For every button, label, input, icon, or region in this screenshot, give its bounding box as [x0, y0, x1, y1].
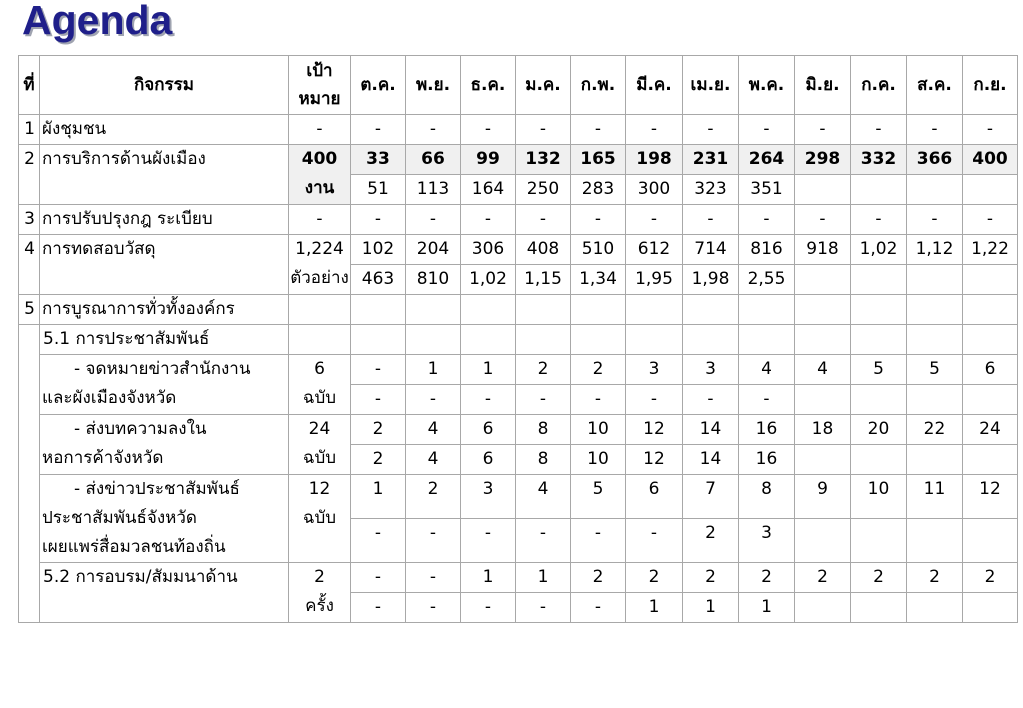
table-row [19, 295, 1018, 325]
header-month: ม.ค. [516, 56, 571, 115]
plan-cell: 12 [626, 415, 683, 445]
plan-cell: 1,12 [907, 235, 963, 265]
table-row [19, 115, 1018, 145]
actual-cell: 283 [571, 175, 626, 205]
plan-cell: 6 [963, 355, 1018, 385]
activity-label [40, 355, 289, 415]
actual-cell: - [571, 385, 626, 415]
plan-cell: 306 [461, 235, 516, 265]
plan-cell: 6 [461, 415, 516, 445]
actual-cell [963, 385, 1018, 415]
plan-cell [851, 295, 907, 325]
plan-cell: 231 [683, 145, 739, 175]
plan-cell: 20 [851, 415, 907, 445]
plan-cell: 2 [626, 563, 683, 593]
actual-cell [963, 445, 1018, 475]
actual-cell [963, 175, 1018, 205]
plan-cell: 165 [571, 145, 626, 175]
plan-cell: 10 [571, 415, 626, 445]
plan-cell: - [351, 355, 406, 385]
actual-cell [795, 265, 851, 295]
actual-cell [963, 593, 1018, 623]
plan-cell: 1 [461, 355, 516, 385]
actual-cell [795, 385, 851, 415]
plan-cell: 3 [683, 355, 739, 385]
target-cell [289, 115, 351, 145]
plan-cell [351, 325, 406, 355]
actual-cell: 51 [351, 175, 406, 205]
activity-line: - ส่งบทความลงใน [74, 419, 207, 439]
actual-cell [851, 265, 907, 295]
actual-cell [907, 593, 963, 623]
plan-cell [516, 295, 571, 325]
plan-cell: - [683, 205, 739, 235]
plan-cell [571, 325, 626, 355]
actual-cell: - [351, 519, 406, 563]
actual-cell: - [571, 593, 626, 623]
header-target: เป้าหมาย [289, 56, 351, 115]
header-no: ที่ [19, 56, 40, 115]
plan-cell: 816 [739, 235, 795, 265]
plan-cell: - [739, 205, 795, 235]
activity-line: เผยแพร่สื่อมวลชนท้องถิ่น [42, 537, 226, 557]
actual-cell: 1 [626, 593, 683, 623]
plan-cell: 1 [351, 475, 406, 519]
actual-cell: 8 [516, 445, 571, 475]
plan-cell: - [963, 205, 1018, 235]
actual-cell [963, 265, 1018, 295]
plan-cell: 132 [516, 145, 571, 175]
actual-cell: 10 [571, 445, 626, 475]
target-cell [289, 355, 351, 415]
header-month: เม.ย. [683, 56, 739, 115]
header-row [19, 56, 1018, 115]
plan-cell: - [851, 115, 907, 145]
target-value: 2 [314, 567, 325, 587]
actual-cell [851, 445, 907, 475]
plan-cell: 2 [351, 415, 406, 445]
activity-label: ผังชุมชน [40, 115, 289, 145]
plan-cell: - [351, 563, 406, 593]
header-month: ธ.ค. [461, 56, 516, 115]
actual-cell: 1 [683, 593, 739, 623]
plan-cell: 2 [851, 563, 907, 593]
plan-cell: 22 [907, 415, 963, 445]
plan-cell: - [406, 563, 461, 593]
plan-cell: 5 [851, 355, 907, 385]
target-value: 6 [314, 359, 325, 379]
actual-cell: 250 [516, 175, 571, 205]
plan-cell: 18 [795, 415, 851, 445]
plan-cell: - [963, 115, 1018, 145]
plan-cell [739, 295, 795, 325]
actual-cell: - [461, 519, 516, 563]
plan-cell: - [571, 205, 626, 235]
plan-cell: 2 [795, 563, 851, 593]
plan-cell [795, 325, 851, 355]
plan-cell [739, 325, 795, 355]
plan-cell [626, 295, 683, 325]
header-month: มิ.ย. [795, 56, 851, 115]
actual-cell: 1 [739, 593, 795, 623]
plan-cell: - [406, 115, 461, 145]
plan-cell [683, 325, 739, 355]
actual-cell: 351 [739, 175, 795, 205]
plan-cell [963, 295, 1018, 325]
plan-cell: 612 [626, 235, 683, 265]
activity-line: หอการค้าจังหวัด [42, 448, 164, 468]
header-month: มี.ค. [626, 56, 683, 115]
plan-cell: 14 [683, 415, 739, 445]
plan-cell: 7 [683, 475, 739, 519]
actual-cell: 1,02 [461, 265, 516, 295]
target-cell [289, 475, 351, 563]
plan-cell [683, 295, 739, 325]
plan-cell: 2 [516, 355, 571, 385]
row-number: 3 [19, 205, 40, 235]
actual-cell: 300 [626, 175, 683, 205]
plan-cell: 366 [907, 145, 963, 175]
plan-cell: 264 [739, 145, 795, 175]
actual-cell: - [461, 593, 516, 623]
actual-cell: 4 [406, 445, 461, 475]
plan-cell: 16 [739, 415, 795, 445]
actual-cell: - [516, 593, 571, 623]
plan-cell: 4 [406, 415, 461, 445]
plan-cell: 204 [406, 235, 461, 265]
header-month: ก.ย. [963, 56, 1018, 115]
plan-cell [626, 325, 683, 355]
actual-cell [851, 385, 907, 415]
plan-cell [351, 295, 406, 325]
plan-cell: 3 [626, 355, 683, 385]
actual-cell: - [351, 385, 406, 415]
plan-cell: 408 [516, 235, 571, 265]
actual-cell: - [571, 519, 626, 563]
actual-cell: 113 [406, 175, 461, 205]
actual-cell [907, 175, 963, 205]
actual-cell: 3 [739, 519, 795, 563]
target-unit: ครั้ง [305, 596, 334, 616]
plan-cell: 1,02 [851, 235, 907, 265]
plan-cell: 714 [683, 235, 739, 265]
target-value: 400 [301, 149, 338, 169]
plan-cell [795, 295, 851, 325]
plan-cell: 2 [571, 355, 626, 385]
plan-cell: 24 [963, 415, 1018, 445]
table-row [19, 563, 1018, 593]
plan-cell [907, 325, 963, 355]
plan-cell: 8 [739, 475, 795, 519]
actual-cell: 12 [626, 445, 683, 475]
plan-cell: 510 [571, 235, 626, 265]
plan-cell [516, 325, 571, 355]
plan-cell: 332 [851, 145, 907, 175]
plan-cell [406, 295, 461, 325]
actual-cell: 164 [461, 175, 516, 205]
plan-cell: 198 [626, 145, 683, 175]
plan-cell: 12 [963, 475, 1018, 519]
row-number: 1 [19, 115, 40, 145]
row-number: 5 [19, 295, 40, 325]
plan-cell: - [851, 205, 907, 235]
plan-cell: 6 [626, 475, 683, 519]
target-cell [289, 415, 351, 475]
actual-cell: 2 [351, 445, 406, 475]
actual-cell: - [739, 385, 795, 415]
activity-label: การบูรณาการทั่วทั้งองค์กร [40, 295, 289, 325]
actual-cell: 1,95 [626, 265, 683, 295]
row-number: 4 [19, 235, 40, 295]
activity-line: - จดหมายข่าวสำนักงาน [74, 359, 251, 379]
plan-cell: 66 [406, 145, 461, 175]
plan-cell: 99 [461, 145, 516, 175]
target-value: 1,224 [295, 239, 344, 259]
actual-cell: 463 [351, 265, 406, 295]
actual-cell: - [406, 519, 461, 563]
table-row [19, 235, 1018, 265]
target-unit: ฉบับ [302, 508, 337, 528]
activity-label: การทดสอบวัสดุ [40, 235, 289, 295]
plan-cell: - [626, 205, 683, 235]
target-unit: งาน [304, 178, 335, 198]
plan-cell: - [795, 205, 851, 235]
target-unit: ตัวอย่าง [290, 268, 349, 288]
plan-cell: 1 [516, 563, 571, 593]
header-month: ก.พ. [571, 56, 626, 115]
target-cell [289, 563, 351, 623]
header-activity: กิจกรรม [40, 56, 289, 115]
row-number-blank [19, 325, 40, 623]
plan-cell: 11 [907, 475, 963, 519]
plan-cell [406, 325, 461, 355]
plan-cell: 918 [795, 235, 851, 265]
actual-cell [851, 593, 907, 623]
plan-cell: - [795, 115, 851, 145]
actual-cell [907, 519, 963, 563]
actual-cell: - [351, 593, 406, 623]
plan-cell [907, 295, 963, 325]
plan-cell: 4 [739, 355, 795, 385]
plan-cell: 400 [963, 145, 1018, 175]
activity-label: 5.1 การประชาสัมพันธ์ [40, 325, 289, 355]
actual-cell [907, 445, 963, 475]
plan-cell: 33 [351, 145, 406, 175]
plan-cell: 3 [461, 475, 516, 519]
actual-cell: - [626, 385, 683, 415]
target-value: 24 [308, 419, 331, 439]
plan-cell: 1,22 [963, 235, 1018, 265]
table-row [19, 355, 1018, 385]
target-cell [289, 205, 351, 235]
actual-cell: 1,34 [571, 265, 626, 295]
actual-cell [795, 519, 851, 563]
actual-cell: 323 [683, 175, 739, 205]
plan-cell: - [351, 205, 406, 235]
plan-cell: 1 [461, 563, 516, 593]
plan-cell [461, 325, 516, 355]
plan-cell: 2 [406, 475, 461, 519]
plan-cell: - [461, 205, 516, 235]
plan-cell [963, 325, 1018, 355]
actual-cell [795, 175, 851, 205]
target-value: - [316, 119, 323, 139]
plan-cell: 9 [795, 475, 851, 519]
target-cell [289, 295, 351, 325]
plan-cell: - [461, 115, 516, 145]
table-row [19, 145, 1018, 175]
table-row [19, 415, 1018, 445]
plan-cell: 1 [406, 355, 461, 385]
plan-cell: 5 [907, 355, 963, 385]
plan-cell: - [907, 115, 963, 145]
header-month: พ.ค. [739, 56, 795, 115]
activity-label [40, 475, 289, 563]
plan-cell: 5 [571, 475, 626, 519]
activity-line: ประชาสัมพันธ์จังหวัด [42, 508, 197, 528]
plan-cell: - [571, 115, 626, 145]
actual-cell [907, 385, 963, 415]
actual-cell: 14 [683, 445, 739, 475]
plan-cell: 2 [963, 563, 1018, 593]
activity-label: การปรับปรุงกฎ ระเบียบ [40, 205, 289, 235]
actual-cell [795, 445, 851, 475]
actual-cell: 16 [739, 445, 795, 475]
actual-cell [963, 519, 1018, 563]
plan-cell: 4 [516, 475, 571, 519]
plan-cell: 2 [907, 563, 963, 593]
actual-cell [851, 519, 907, 563]
plan-cell: - [516, 205, 571, 235]
actual-cell [907, 265, 963, 295]
actual-cell: 1,98 [683, 265, 739, 295]
target-unit: ฉบับ [302, 388, 337, 408]
target-cell [289, 235, 351, 295]
page-title: Agenda [22, 0, 173, 43]
actual-cell: - [516, 385, 571, 415]
activity-line: และผังเมืองจังหวัด [42, 388, 177, 408]
plan-cell: - [351, 115, 406, 145]
target-value: - [316, 209, 323, 229]
actual-cell: 2,55 [739, 265, 795, 295]
actual-cell: 1,15 [516, 265, 571, 295]
actual-cell: 2 [683, 519, 739, 563]
table-row [19, 475, 1018, 519]
actual-cell: - [461, 385, 516, 415]
plan-cell: 2 [571, 563, 626, 593]
actual-cell: - [406, 385, 461, 415]
table-row [19, 325, 1018, 355]
header-month: ต.ค. [351, 56, 406, 115]
actual-cell: 6 [461, 445, 516, 475]
activity-label [40, 415, 289, 475]
actual-cell: - [516, 519, 571, 563]
header-month: ก.ค. [851, 56, 907, 115]
activity-label: การบริการด้านผังเมือง [40, 145, 289, 205]
actual-cell [795, 593, 851, 623]
plan-cell: - [683, 115, 739, 145]
plan-cell: 2 [739, 563, 795, 593]
plan-cell: 102 [351, 235, 406, 265]
plan-cell: 298 [795, 145, 851, 175]
header-month: ส.ค. [907, 56, 963, 115]
plan-cell: 8 [516, 415, 571, 445]
agenda-table [18, 55, 1018, 623]
plan-cell [851, 325, 907, 355]
target-value: 12 [308, 479, 331, 499]
plan-cell [461, 295, 516, 325]
plan-cell: - [739, 115, 795, 145]
agenda-body [19, 115, 1018, 623]
actual-cell [851, 175, 907, 205]
target-cell [289, 325, 351, 355]
activity-label: 5.2 การอบรม/สัมมนาด้าน [40, 563, 289, 623]
actual-cell: - [626, 519, 683, 563]
actual-cell: 810 [406, 265, 461, 295]
plan-cell: 10 [851, 475, 907, 519]
row-number: 2 [19, 145, 40, 205]
plan-cell: 4 [795, 355, 851, 385]
plan-cell: 2 [683, 563, 739, 593]
header-month: พ.ย. [406, 56, 461, 115]
activity-line: - ส่งข่าวประชาสัมพันธ์ [74, 479, 240, 499]
plan-cell: - [907, 205, 963, 235]
plan-cell [571, 295, 626, 325]
table-row [19, 205, 1018, 235]
plan-cell: - [626, 115, 683, 145]
actual-cell: - [406, 593, 461, 623]
plan-cell: - [406, 205, 461, 235]
target-cell [289, 145, 351, 205]
plan-cell: - [516, 115, 571, 145]
actual-cell: - [683, 385, 739, 415]
target-unit: ฉบับ [302, 448, 337, 468]
